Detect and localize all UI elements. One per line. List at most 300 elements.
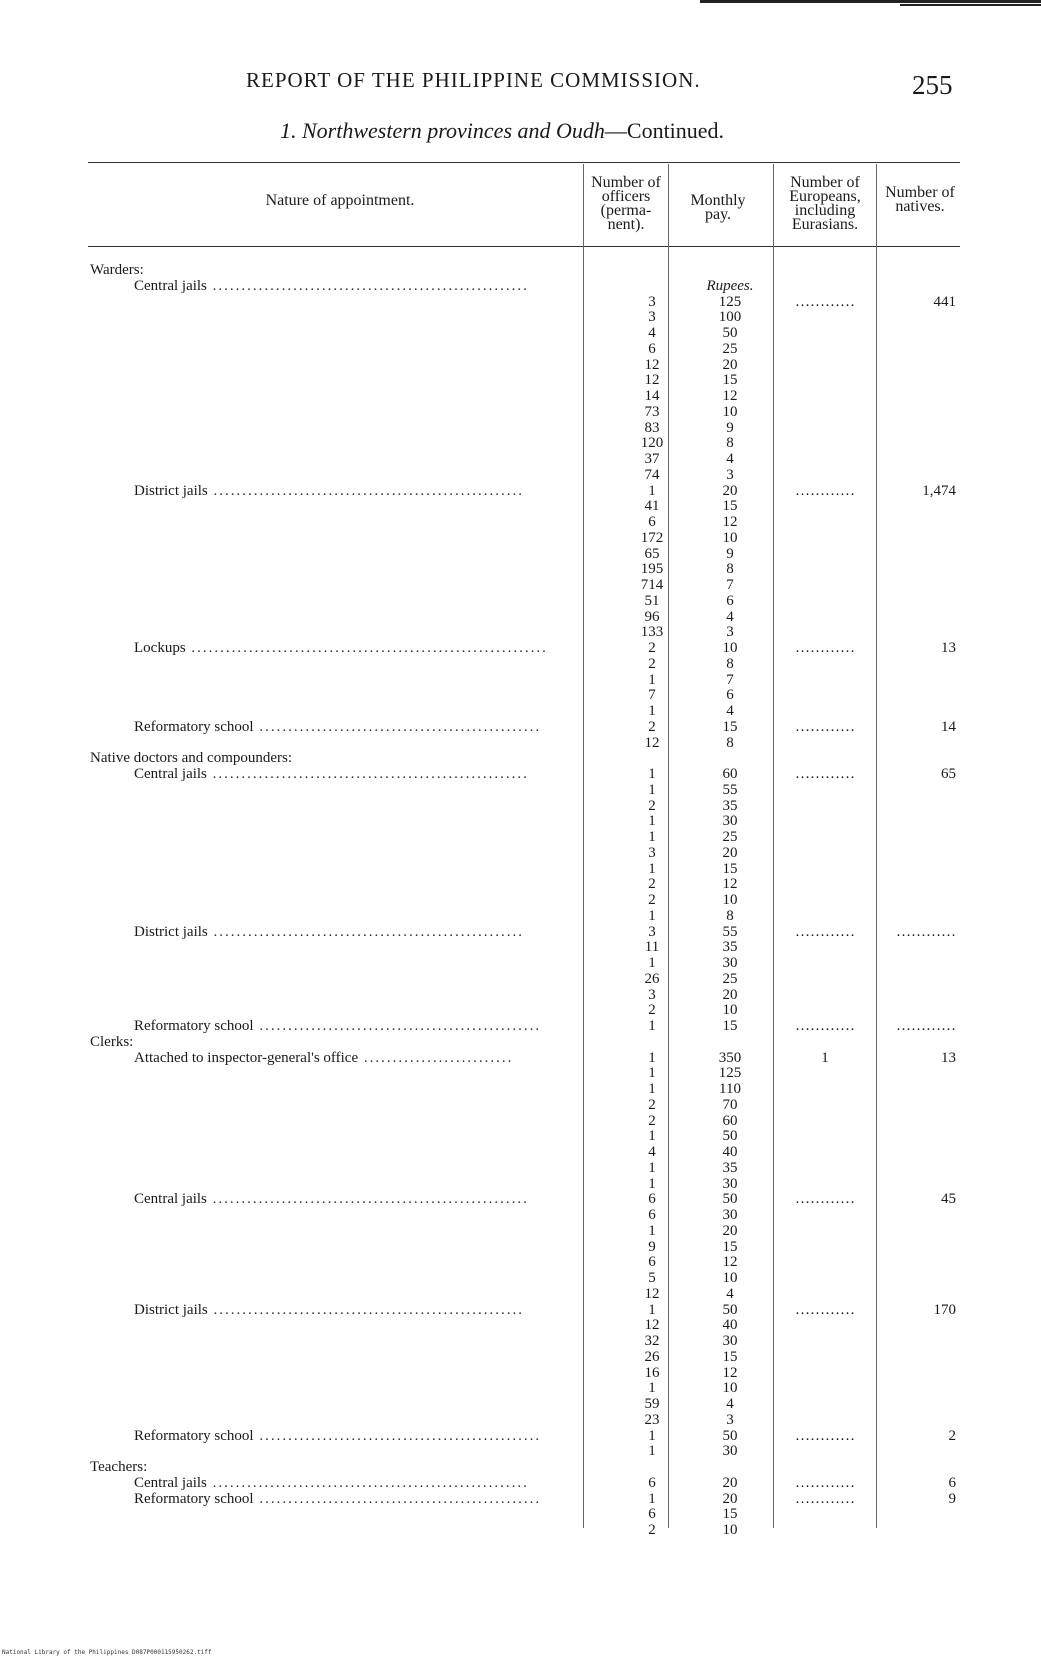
pay-cell: 10 <box>722 1270 738 1286</box>
natives-cell: ………… <box>896 1018 956 1034</box>
table-row <box>0 278 1041 294</box>
officers-cell: 1 <box>648 781 656 798</box>
table-row <box>0 1144 1041 1160</box>
table-row <box>0 1380 1041 1396</box>
table-row <box>0 656 1041 672</box>
pay-cell: 30 <box>722 1333 738 1349</box>
officers-cell: 7 <box>648 687 656 704</box>
officers-cell: 59 <box>644 1396 660 1412</box>
pay-cell: 12 <box>722 514 738 530</box>
leader-dots: .............................................................. <box>185 640 548 656</box>
officers-cell: 1 <box>648 1018 656 1034</box>
table-row <box>0 530 1041 546</box>
row-label-text: Reformatory school <box>134 718 254 735</box>
row-label <box>134 1491 541 1507</box>
pay-cell: 25 <box>722 829 738 845</box>
table-row <box>0 1412 1041 1428</box>
table-row <box>0 971 1041 987</box>
leader-dots: ................................................. <box>253 1427 542 1444</box>
natives-cell: 45 <box>941 1191 956 1208</box>
officers-cell: 83 <box>644 419 660 436</box>
officers-cell: 1 <box>648 1443 656 1460</box>
officers-cell: 120 <box>640 435 664 452</box>
officers-cell: 1 <box>648 1427 656 1444</box>
officers-cell: 2 <box>648 892 656 908</box>
officers-cell: 6 <box>648 340 656 357</box>
natives-cell: 65 <box>941 766 956 782</box>
pay-cell: 20 <box>722 1222 738 1239</box>
table-row <box>0 1459 1041 1475</box>
pay-cell: 8 <box>726 734 734 751</box>
subtitle-italic: 1. Northwestern provinces and Oudh <box>280 118 605 143</box>
officers-cell: 6 <box>648 1474 656 1491</box>
officers-cell: 2 <box>648 1112 656 1129</box>
pay-cell: 12 <box>722 1254 738 1271</box>
leader-dots: ...................................................... <box>207 1301 524 1318</box>
natives-cell: 2 <box>948 1427 956 1444</box>
officers-cell: 1 <box>648 907 656 924</box>
officers-cell: 5 <box>648 1270 656 1286</box>
europeans-cell: ………… <box>795 1490 855 1507</box>
officers-cell: 1 <box>648 1049 656 1066</box>
table-row <box>0 1176 1041 1192</box>
pay-cell: 10 <box>722 403 738 420</box>
table-row <box>0 1491 1041 1507</box>
natives-cell: 13 <box>941 640 956 656</box>
table-row <box>0 1428 1041 1444</box>
table-row <box>0 420 1041 436</box>
table-row <box>0 1191 1041 1207</box>
table-row <box>0 1002 1041 1018</box>
officers-cell: 1 <box>648 1301 656 1318</box>
pay-cell: 9 <box>726 419 734 436</box>
europeans-cell: ………… <box>795 1191 855 1208</box>
officers-cell: 74 <box>644 466 660 483</box>
leader-dots: ....................................................... <box>206 1191 529 1208</box>
pay-cell: 20 <box>722 1474 738 1491</box>
pay-cell: 30 <box>722 813 738 830</box>
officers-cell: 1 <box>648 955 656 971</box>
row-label-text: District jails <box>134 1301 208 1318</box>
officers-cell: 12 <box>644 1317 660 1334</box>
table-row <box>0 813 1041 829</box>
officers-cell: 2 <box>648 797 656 814</box>
pay-cell: 55 <box>722 923 738 940</box>
officers-cell: 1 <box>648 813 656 830</box>
officers-cell: 12 <box>644 356 660 373</box>
pay-cell: 55 <box>722 781 738 798</box>
table-row <box>0 1506 1041 1522</box>
subtitle-continued: —Continued. <box>604 118 725 143</box>
row-label <box>134 483 524 499</box>
table-row <box>0 294 1041 310</box>
pay-cell: 4 <box>726 703 734 719</box>
pay-cell: 3 <box>726 466 734 483</box>
table-row <box>0 939 1041 955</box>
table-row <box>0 861 1041 877</box>
pay-cell: 60 <box>722 1112 738 1129</box>
officers-cell: 1 <box>648 766 656 782</box>
pay-cell: 35 <box>722 939 738 956</box>
europeans-cell: ………… <box>795 1301 855 1318</box>
table-row <box>0 388 1041 404</box>
pay-cell: 20 <box>722 844 738 861</box>
leader-dots: .......................... <box>358 1049 514 1066</box>
pay-cell: 350 <box>718 1049 742 1066</box>
officers-cell: 12 <box>644 734 660 751</box>
officers-cell: 1 <box>648 1065 656 1082</box>
table-row <box>0 1443 1041 1459</box>
officers-cell: 3 <box>648 309 656 326</box>
row-label-text: Warders: <box>90 262 144 278</box>
pay-cell: 10 <box>722 1380 738 1397</box>
pay-cell: 20 <box>722 986 738 1003</box>
officers-cell: 6 <box>648 514 656 530</box>
header-bottom-rule <box>88 246 960 247</box>
natives-cell: 6 <box>948 1474 956 1491</box>
pay-cell: 15 <box>722 1348 738 1365</box>
officers-cell: 32 <box>644 1333 660 1349</box>
officers-cell: 1 <box>648 1222 656 1239</box>
table-row <box>0 766 1041 782</box>
officers-cell: 2 <box>648 1522 656 1538</box>
header-natives: Number of natives. <box>885 184 955 215</box>
leader-dots: ....................................................... <box>206 277 529 294</box>
table-subtitle <box>280 118 724 144</box>
table-row <box>0 498 1041 514</box>
pay-cell: 40 <box>722 1317 738 1334</box>
officers-cell: 1 <box>648 829 656 845</box>
officers-cell: 1 <box>648 1380 656 1397</box>
table-row <box>0 845 1041 861</box>
officers-cell: 37 <box>644 451 660 467</box>
table-row <box>0 798 1041 814</box>
officers-cell: 1 <box>648 860 656 877</box>
table-row <box>0 1081 1041 1097</box>
leader-dots: ................................................. <box>253 718 542 735</box>
row-label-text: District jails <box>134 923 208 940</box>
officers-cell: 1 <box>648 1081 656 1097</box>
pay-cell: 20 <box>722 1490 738 1507</box>
officers-cell: 1 <box>648 703 656 719</box>
table-row <box>0 1333 1041 1349</box>
europeans-cell: ………… <box>795 482 855 499</box>
officers-cell: 9 <box>648 1238 656 1255</box>
officers-cell: 2 <box>648 1096 656 1113</box>
table-row <box>0 908 1041 924</box>
pay-cell: 70 <box>722 1096 738 1113</box>
row-label <box>134 278 529 294</box>
row-label <box>134 1050 513 1066</box>
row-label <box>90 1459 147 1475</box>
table-row <box>0 435 1041 451</box>
pay-cell: 8 <box>726 655 734 672</box>
row-label <box>90 750 292 766</box>
pay-cell: 15 <box>722 1018 738 1034</box>
table-row <box>0 924 1041 940</box>
pay-cell: 15 <box>722 498 738 515</box>
header-europeans: Number of Europeans, including Eurasians. <box>789 174 861 233</box>
pay-cell: 10 <box>722 1522 738 1538</box>
officers-cell: 12 <box>644 1285 660 1302</box>
europeans-cell: ………… <box>795 1427 855 1444</box>
pay-cell: 10 <box>722 529 738 546</box>
pay-cell: 12 <box>722 1364 738 1381</box>
page-number: 255 <box>912 70 953 100</box>
pay-cell: 15 <box>722 372 738 389</box>
table-row <box>0 703 1041 719</box>
top-rule <box>700 0 1041 3</box>
officers-cell: 6 <box>648 1191 656 1208</box>
table-row <box>0 1128 1041 1144</box>
row-label-text: Central jails <box>134 1474 207 1491</box>
officers-cell: 65 <box>644 545 660 562</box>
officers-cell: 1 <box>648 1490 656 1507</box>
table-row <box>0 1097 1041 1113</box>
officers-cell: 2 <box>648 640 656 656</box>
pay-cell: 7 <box>726 577 734 593</box>
officers-cell: 3 <box>648 923 656 940</box>
row-label <box>134 1475 529 1491</box>
officers-cell: 4 <box>648 325 656 341</box>
leader-dots: ...................................................... <box>207 923 524 940</box>
row-label <box>134 1191 529 1207</box>
officers-cell: 1 <box>648 482 656 499</box>
row-label-text: Attached to inspector-general's office <box>134 1049 359 1066</box>
table-row <box>0 640 1041 656</box>
table-row <box>0 451 1041 467</box>
leader-dots: ....................................................... <box>206 1474 529 1491</box>
table-row <box>0 624 1041 640</box>
pay-cell: 50 <box>722 1191 738 1208</box>
natives-cell: 1,474 <box>922 482 956 499</box>
pay-cell: 50 <box>722 1301 738 1318</box>
pay-cell: 25 <box>722 970 738 987</box>
pay-cell: 10 <box>722 1002 738 1019</box>
officers-cell: 1 <box>648 671 656 688</box>
table-row <box>0 829 1041 845</box>
row-label <box>134 924 524 940</box>
pay-cell: 10 <box>722 892 738 908</box>
natives-cell: 170 <box>933 1301 956 1318</box>
table-row <box>0 1254 1041 1270</box>
table-row <box>0 561 1041 577</box>
pay-cell: 4 <box>726 1396 734 1412</box>
table-row <box>0 1475 1041 1491</box>
pay-cell: 7 <box>726 671 734 688</box>
table-row <box>0 1113 1041 1129</box>
table-row <box>0 1223 1041 1239</box>
pay-cell: 8 <box>726 435 734 452</box>
pay-cell: 8 <box>726 907 734 924</box>
row-label <box>134 719 541 735</box>
row-label <box>134 640 548 656</box>
table-row <box>0 262 1041 278</box>
pay-cell: 8 <box>726 561 734 578</box>
table-row <box>0 672 1041 688</box>
table-row <box>0 1349 1041 1365</box>
officers-cell: 3 <box>648 986 656 1003</box>
officers-cell: 1 <box>648 1128 656 1145</box>
officers-cell: 6 <box>648 1254 656 1271</box>
table-row <box>0 1317 1041 1333</box>
table-row <box>0 404 1041 420</box>
header-nature: Nature of appointment. <box>265 192 415 209</box>
pay-cell: 35 <box>722 1159 738 1176</box>
header-monthly-pay: Monthly pay. <box>690 192 746 223</box>
europeans-cell: 1 <box>821 1049 829 1066</box>
leader-dots: ................................................. <box>253 1018 542 1034</box>
leader-dots: ....................................................... <box>206 766 529 782</box>
officers-cell: 6 <box>648 1207 656 1223</box>
natives-cell: 13 <box>941 1049 956 1066</box>
table-row <box>0 1207 1041 1223</box>
table-row <box>0 955 1041 971</box>
pay-cell: 4 <box>726 1285 734 1302</box>
pay-cell: 6 <box>726 687 734 704</box>
pay-cell: 30 <box>722 1175 738 1192</box>
row-label-text: Central jails <box>134 766 207 782</box>
officers-cell: 3 <box>648 293 656 310</box>
officers-cell: 2 <box>648 876 656 893</box>
officers-cell: 2 <box>648 655 656 672</box>
europeans-cell: ………… <box>795 1474 855 1491</box>
pay-cell: 10 <box>722 640 738 656</box>
table-row <box>0 1286 1041 1302</box>
pay-cell: 3 <box>726 1411 734 1428</box>
table-row <box>0 1034 1041 1050</box>
table-row <box>0 987 1041 1003</box>
officers-cell: 2 <box>648 1002 656 1019</box>
table-row <box>0 687 1041 703</box>
row-label-text: Clerks: <box>90 1033 134 1050</box>
europeans-cell: ………… <box>795 923 855 940</box>
pay-cell: 35 <box>722 797 738 814</box>
officers-cell: 195 <box>640 561 664 578</box>
pay-cell: 60 <box>722 766 738 782</box>
officers-cell: 1 <box>648 1159 656 1176</box>
table-row <box>0 514 1041 530</box>
officers-cell: 23 <box>644 1411 660 1428</box>
table-row <box>0 467 1041 483</box>
table-row <box>0 1018 1041 1034</box>
pay-cell: 30 <box>722 955 738 971</box>
row-label-text: Native doctors and compounders: <box>90 750 293 767</box>
table-row <box>0 609 1041 625</box>
pay-cell: 4 <box>726 451 734 467</box>
row-label <box>134 1018 541 1034</box>
row-label-text: Teachers: <box>90 1459 148 1475</box>
officers-cell: 172 <box>640 529 664 546</box>
table-row <box>0 593 1041 609</box>
table-row <box>0 1522 1041 1538</box>
table-row <box>0 1302 1041 1318</box>
pay-cell: 12 <box>722 388 738 404</box>
officers-cell: 714 <box>640 577 664 593</box>
row-label <box>90 262 144 278</box>
pay-cell: 15 <box>722 1506 738 1523</box>
row-label <box>90 1034 133 1050</box>
table-row <box>0 892 1041 908</box>
table-row <box>0 1239 1041 1255</box>
natives-cell: 14 <box>941 718 956 735</box>
table-top-rule <box>88 162 960 163</box>
header-officers: Number of officers (perma- nent). <box>591 174 661 233</box>
table-row <box>0 577 1041 593</box>
pay-cell: 20 <box>722 356 738 373</box>
europeans-cell: ………… <box>795 1018 855 1034</box>
table-row <box>0 750 1041 766</box>
officers-cell: 51 <box>644 592 660 609</box>
officers-cell: 16 <box>644 1364 660 1381</box>
running-head: REPORT OF THE PHILIPPINE COMMISSION. <box>246 68 701 92</box>
pay-cell: 20 <box>722 482 738 499</box>
officers-cell: 133 <box>640 624 664 641</box>
scan-footer: National Library of the Philippines D087P000115950262.tiff <box>2 1649 212 1656</box>
table-row <box>0 483 1041 499</box>
pay-cell: 125 <box>718 293 742 310</box>
officers-cell: 4 <box>648 1144 656 1160</box>
row-label-text: Lockups <box>134 640 186 656</box>
table-row <box>0 1365 1041 1381</box>
europeans-cell: ………… <box>795 766 855 782</box>
pay-cell: 25 <box>722 340 738 357</box>
natives-cell: 441 <box>933 293 956 310</box>
officers-cell: 1 <box>648 1175 656 1192</box>
row-label-text: Central jails <box>134 277 207 294</box>
table-row <box>0 372 1041 388</box>
table-row <box>0 1050 1041 1066</box>
pay-cell: 9 <box>726 545 734 562</box>
officers-cell: 73 <box>644 403 660 420</box>
pay-cell: 6 <box>726 592 734 609</box>
natives-cell: 9 <box>948 1490 956 1507</box>
table-row <box>0 1270 1041 1286</box>
pay-cell: Rupees. <box>706 277 754 294</box>
row-label <box>134 766 529 782</box>
pay-cell: 110 <box>719 1081 741 1097</box>
row-label-text: Reformatory school <box>134 1490 254 1507</box>
pay-cell: 50 <box>722 1427 738 1444</box>
table-row <box>0 357 1041 373</box>
row-label-text: District jails <box>134 482 208 499</box>
pay-cell: 125 <box>718 1065 742 1082</box>
natives-cell: ………… <box>896 923 956 940</box>
table-row <box>0 1396 1041 1412</box>
officers-cell: 26 <box>644 970 660 987</box>
europeans-cell: ………… <box>795 718 855 735</box>
pay-cell: 4 <box>726 608 734 625</box>
leader-dots: ................................................. <box>253 1490 542 1507</box>
pay-cell: 15 <box>722 718 738 735</box>
pay-cell: 100 <box>718 309 742 326</box>
pay-cell: 12 <box>722 876 738 893</box>
officers-cell: 96 <box>644 608 660 625</box>
europeans-cell: ………… <box>795 293 855 310</box>
leader-dots: ...................................................... <box>207 482 524 499</box>
officers-cell: 6 <box>648 1506 656 1523</box>
officers-cell: 12 <box>644 372 660 389</box>
officers-cell: 26 <box>644 1348 660 1365</box>
table-row <box>0 341 1041 357</box>
table-row <box>0 546 1041 562</box>
europeans-cell: ………… <box>795 640 855 656</box>
row-label <box>134 1428 541 1444</box>
table-row <box>0 309 1041 325</box>
table-row <box>0 782 1041 798</box>
officers-cell: 41 <box>644 498 660 515</box>
pay-cell: 15 <box>722 1238 738 1255</box>
